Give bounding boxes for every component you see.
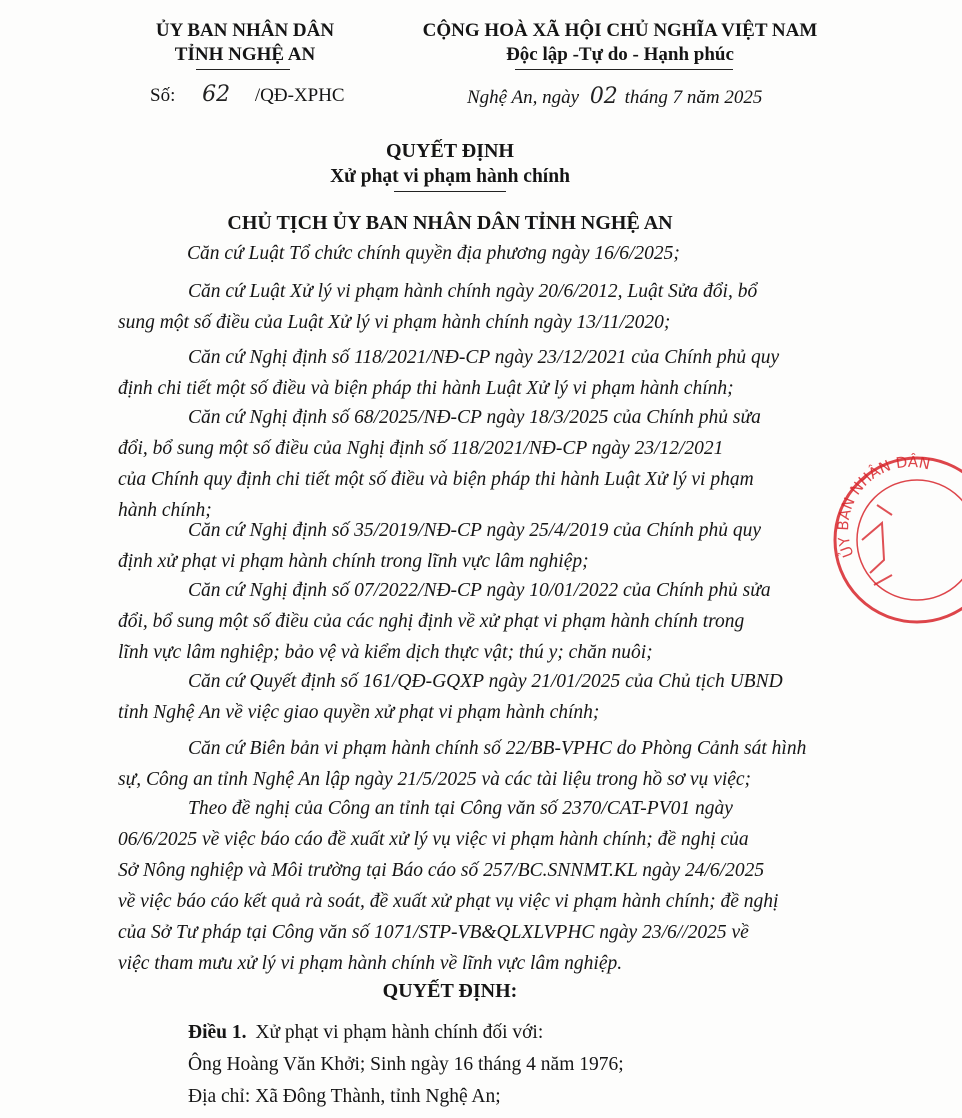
article-1-label: Điều 1. [188,1022,247,1043]
paragraph-line: lĩnh vực lâm nghiệp; bảo vệ và kiểm dịch thực vật; thú y; chăn nuôi; [118,642,653,663]
paragraph-line: Căn cứ Nghị định số 68/2025/NĐ-CP ngày 18/3/2025 của Chính phủ sửa [188,407,761,428]
header-left-rule [196,69,290,70]
article-1 [188,1022,543,1044]
paragraph-line: 06/6/2025 về việc báo cáo đề xuất xử lý vụ việc vi phạm hành chính; đề nghị của [118,829,749,850]
paragraph-line: Căn cứ Quyết định số 161/QĐ-GQXP ngày 21/01/2025 của Chủ tịch UBND [188,671,783,692]
paragraph-line: về việc báo cáo kết quả rà soát, đề xuất xử phạt vụ việc vi phạm hành chính; đề nghị [118,891,779,912]
paragraph-line: của Chính quy định chi tiết một số điều và biện pháp thi hành Luật Xử lý vi phạm [118,469,754,490]
official-seal-stamp [822,445,962,625]
paragraph-line: Căn cứ Nghị định số 07/2022/NĐ-CP ngày 10/01/2022 của Chính phủ sửa [188,580,771,601]
paragraph-line: hành chính; [118,500,212,521]
paragraph-line: đổi, bổ sung một số điều của Nghị định số 118/2021/NĐ-CP ngày 23/12/2021 [118,438,724,459]
document-subject: Xử phạt vi phạm hành chính [330,166,570,187]
offender-info: Ông Hoàng Văn Khởi; Sinh ngày 16 tháng 4 năm 1976; [188,1054,624,1075]
article-1-text: Xử phạt vi phạm hành chính đối với: [255,1022,544,1043]
number-handwritten: 62 [202,82,231,107]
legal-basis-6 [118,575,832,668]
number-label: Số: [150,85,176,106]
date-suffix: tháng 7 năm 2025 [624,87,763,108]
issue-date [467,84,762,109]
paragraph-line: Căn cứ Luật Xử lý vi phạm hành chính ngày 20/6/2012, Luật Sửa đổi, bổ [188,281,758,302]
paragraph-line: định chi tiết một số điều và biện pháp thi hành Luật Xử lý vi phạm hành chính; [118,378,734,399]
paragraph-line: Sở Nông nghiệp và Môi trường tại Báo cáo số 257/BC.SNNMT.KL ngày 24/6/2025 [118,860,765,881]
paragraph-line: Căn cứ Nghị định số 118/2021/NĐ-CP ngày 23/12/2021 của Chính phủ quy [188,347,780,368]
paragraph-line: Căn cứ Luật Tổ chức chính quyền địa phương ngày 16/6/2025; [187,243,680,264]
decision-heading: QUYẾT ĐỊNH: [382,980,518,1002]
legal-basis-4 [118,402,832,526]
authority-name: ỦY BAN NHÂN DÂN [155,20,335,41]
date-prefix: Nghệ An, ngày [467,87,580,108]
number-suffix: /QĐ-XPHC [254,85,345,106]
header-right-rule [515,69,733,70]
paragraph-line: đổi, bổ sung một số điều của các nghị định về xử phạt vi phạm hành chính trong [118,611,745,632]
paragraph-line: của Sở Tư pháp tại Công văn số 1071/STP-VB&QLXLVPHC ngày 23/6//2025 về [118,922,749,943]
paragraph-line: tỉnh Nghệ An về việc giao quyền xử phạt vi phạm hành chính; [118,702,600,723]
legal-basis-3 [118,342,832,404]
legal-basis-8 [118,733,832,795]
paragraph-line: định xử phạt vi phạm hành chính trong lĩnh vực lâm nghiệp; [118,551,589,572]
paragraph-line: Căn cứ Nghị định số 35/2019/NĐ-CP ngày 25/4/2019 của Chính phủ quy [188,520,762,541]
paragraph-line: Theo đề nghị của Công an tỉnh tại Công văn số 2370/CAT-PV01 ngày [188,798,733,819]
paragraph-line: Căn cứ Biên bản vi phạm hành chính số 22/BB-VPHC do Phòng Cảnh sát hình [188,738,807,759]
legal-basis-5 [118,515,832,577]
document-number [150,82,345,107]
legal-basis-1 [134,238,832,269]
authority-province: TỈNH NGHỆ AN [174,44,316,65]
paragraph-line: sung một số điều của Luật Xử lý vi phạm hành chính ngày 13/11/2020; [118,312,671,333]
republic-name: CỘNG HOÀ XÃ HỘI CHỦ NGHĨA VIỆT NAM [422,20,818,41]
legal-basis-7 [118,666,832,728]
offender-address: Địa chỉ: Xã Đông Thành, tỉnh Nghệ An; [188,1086,501,1107]
proposal-paragraph [118,793,832,979]
subject-rule [394,191,506,192]
paragraph-line: sự, Công an tỉnh Nghệ An lập ngày 21/5/2025 và các tài liệu trong hồ sơ vụ việc; [118,769,752,790]
document-title: QUYẾT ĐỊNH [386,140,514,162]
paragraph-line: việc tham mưu xử lý vi phạm hành chính về lĩnh vực lâm nghiệp. [118,953,623,974]
date-day-handwritten: 02 [589,84,618,109]
issuer-title: CHỦ TỊCH ỦY BAN NHÂN DÂN TỈNH NGHỆ AN [227,212,673,234]
legal-basis-2 [118,276,832,338]
national-motto: Độc lập -Tự do - Hạnh phúc [506,44,734,65]
seal-text: ỦY BAN NHÂN DÂN [834,452,933,560]
